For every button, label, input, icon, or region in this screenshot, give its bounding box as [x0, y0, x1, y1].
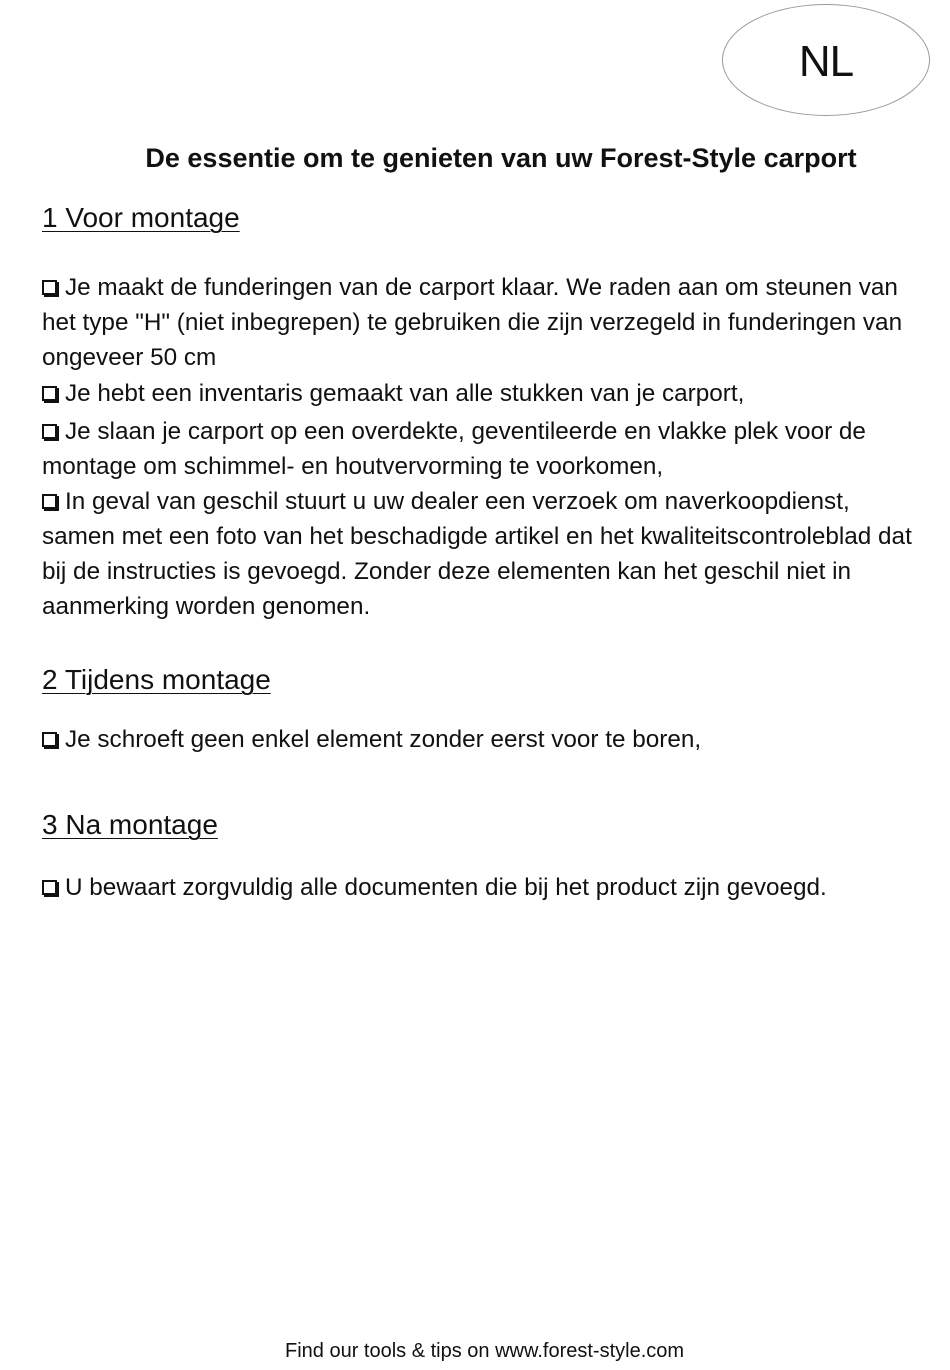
section-heading-voor-montage: 1 Voor montage: [42, 202, 240, 233]
checkbox-icon: [42, 424, 57, 439]
checkbox-icon: [42, 386, 57, 401]
language-code: NL: [798, 37, 854, 86]
checklist-item-text: In geval van geschil stuurt u uw dealer een verzoek om naverkoopdienst, samen met een foto van het beschadigde artikel en het kwaliteitscontroleblad dat bij de instructies is gevoegd. Zonder deze elementen kan het geschil niet in aanmerking worden genomen.: [42, 488, 912, 620]
section-heading-tijdens-montage: 2 Tijdens montage: [42, 664, 271, 695]
checklist-item-text: Je slaan je carport op een overdekte, geventileerde en vlakke plek voor de montage om schimmel- en houtvervorming te voorkomen,: [42, 418, 866, 480]
checkbox-icon: [42, 880, 57, 895]
checklist-item: [42, 376, 922, 411]
checklist-item-text: Je hebt een inventaris gemaakt van alle stukken van je carport,: [65, 380, 745, 407]
checklist-item-text: Je schroeft geen enkel element zonder eerst voor te boren,: [65, 726, 702, 753]
language-badge: [722, 4, 930, 116]
checklist-item: [42, 870, 922, 905]
checklist-item: [42, 484, 922, 624]
footer-text: Find our tools & tips on www.forest-style.com: [285, 1340, 685, 1362]
checklist-item: [42, 722, 922, 757]
checklist-item-text: Je maakt de funderingen van de carport klaar. We raden aan om steunen van het type "H" (niet inbegrepen) te gebruiken die zijn verzegeld in funderingen van ongeveer 50 cm: [42, 274, 903, 371]
section-heading-na-montage: 3 Na montage: [42, 809, 218, 840]
checklist-item: [42, 414, 922, 484]
checkbox-icon: [42, 732, 57, 747]
checklist-item: [42, 270, 922, 375]
checkbox-icon: [42, 494, 57, 509]
document-title: De essentie om te genieten van uw Forest-Style carport: [145, 143, 857, 173]
checklist-item-text: U bewaart zorgvuldig alle documenten die bij het product zijn gevoegd.: [65, 874, 827, 901]
checkbox-icon: [42, 280, 57, 295]
